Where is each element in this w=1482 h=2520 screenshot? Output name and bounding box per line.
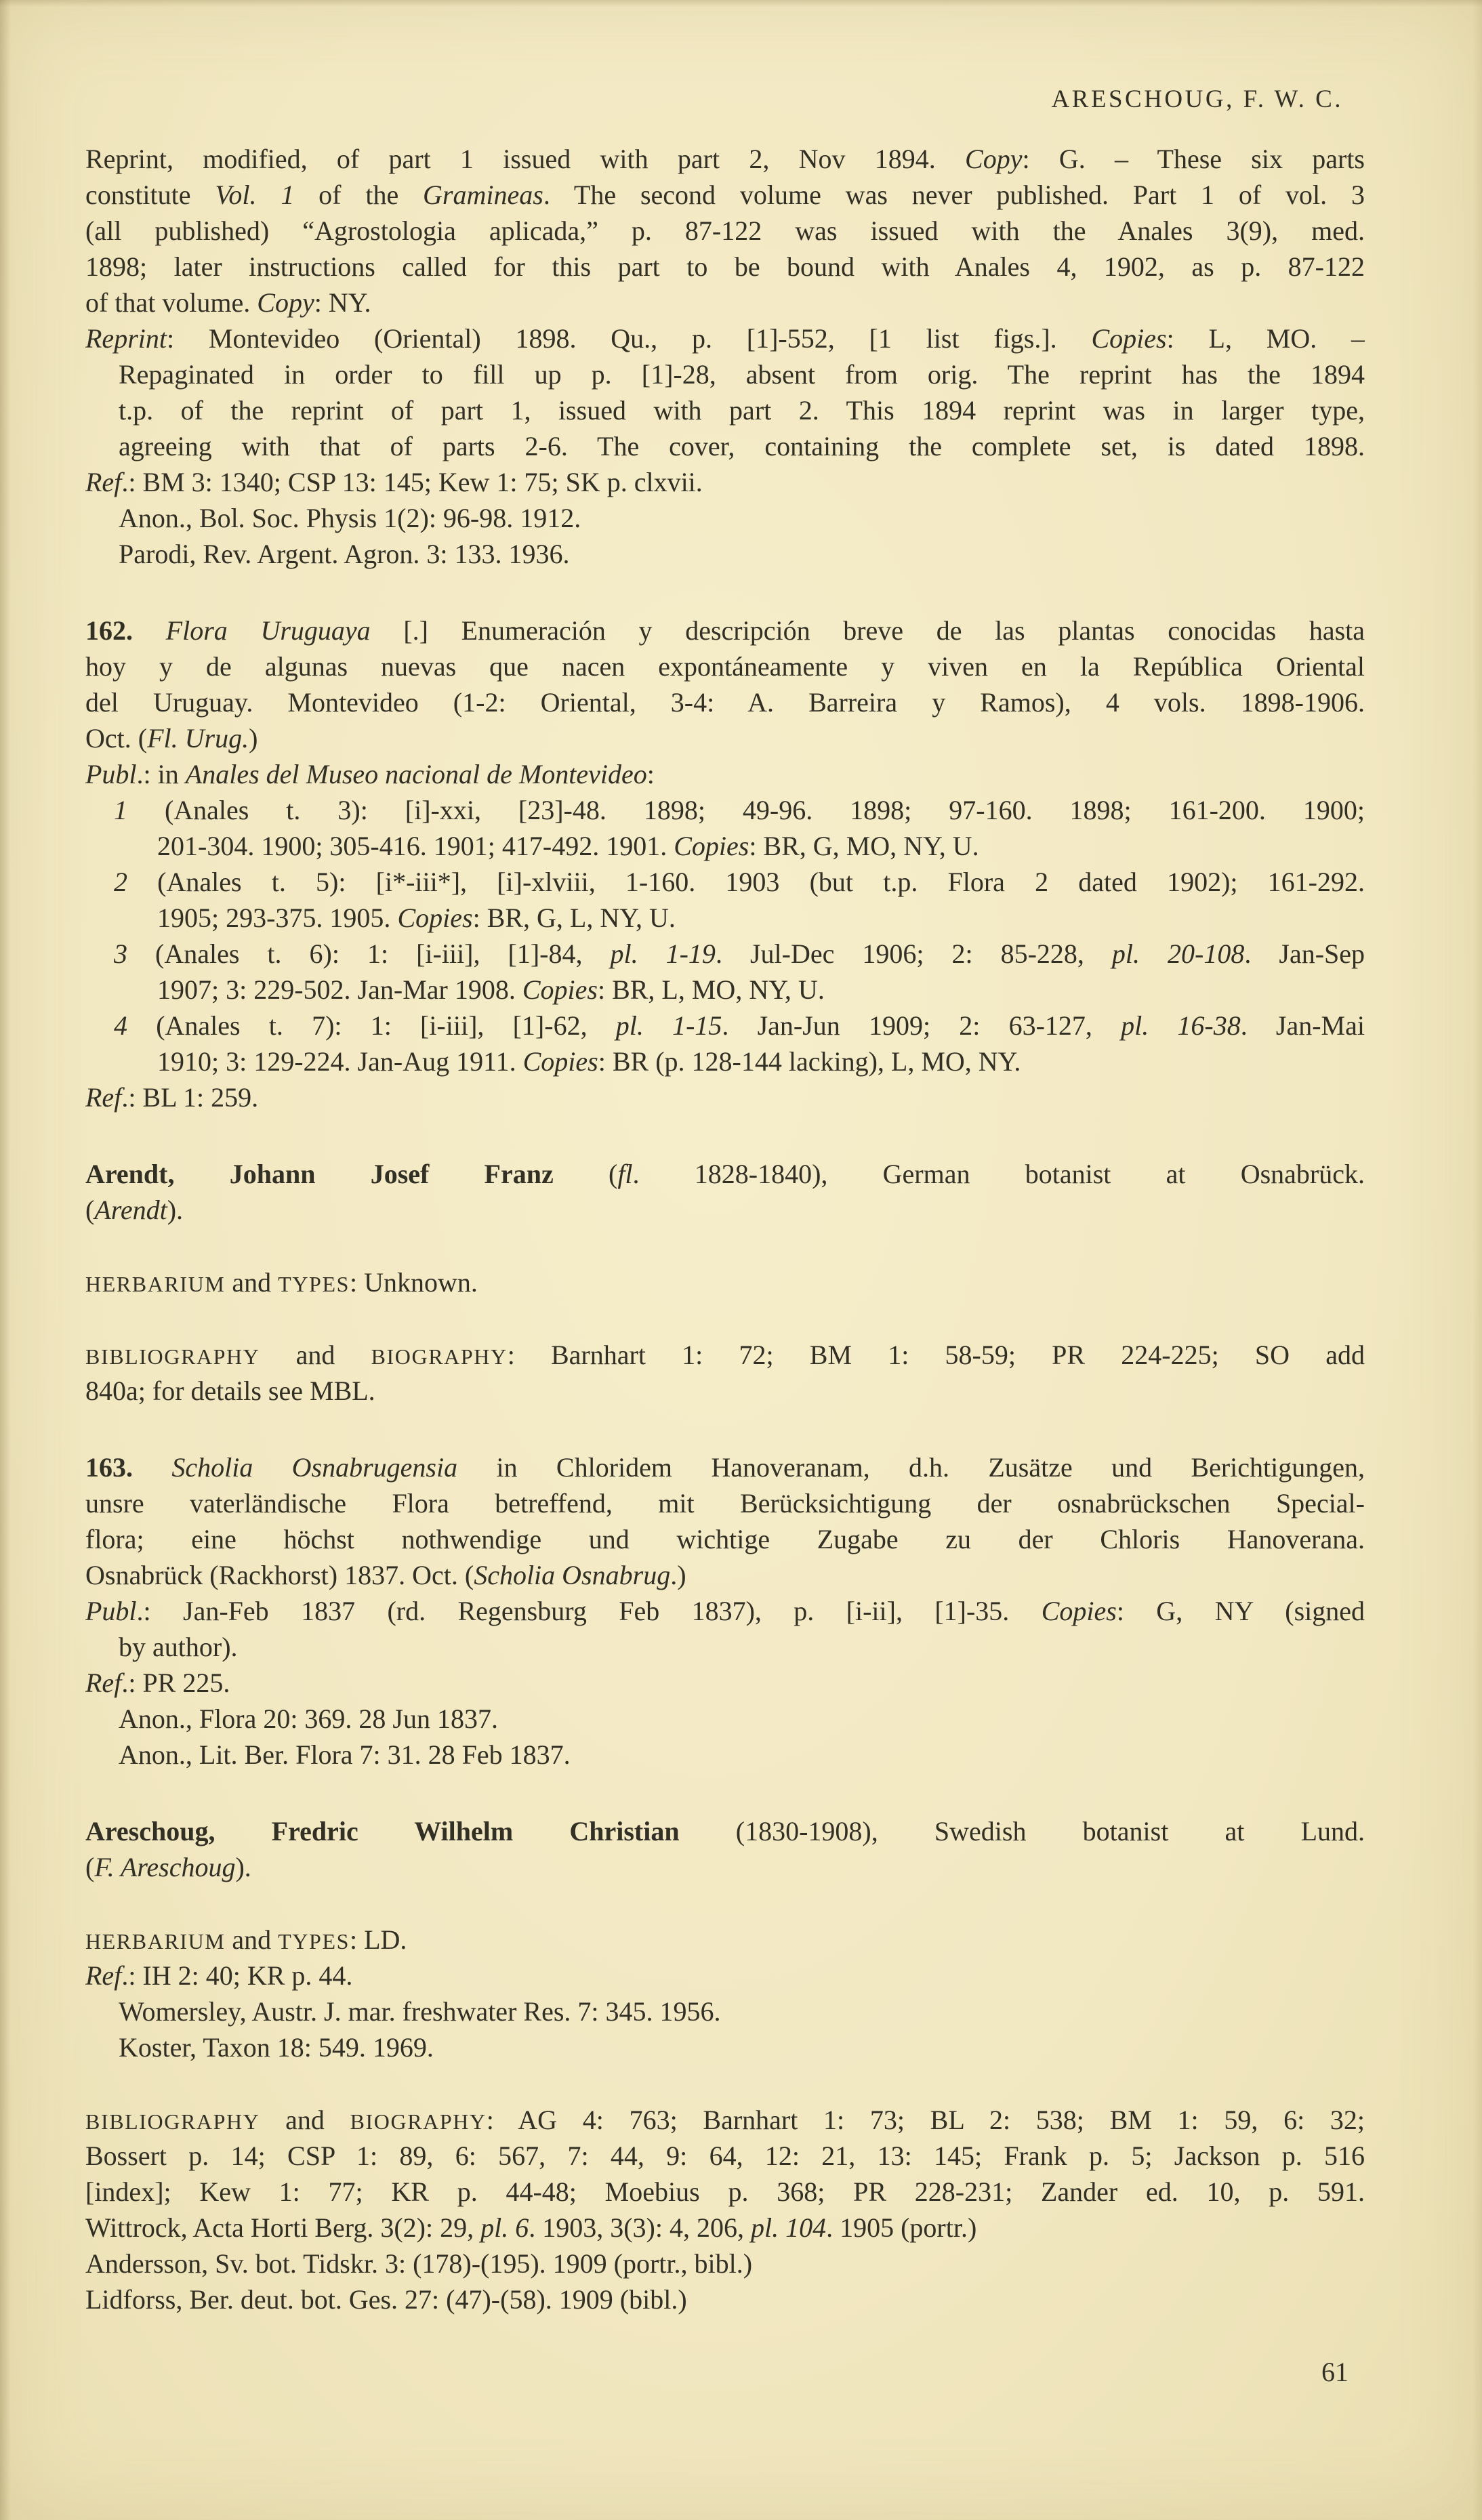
text-run: : Unknown.: [349, 1267, 478, 1298]
text-line: [119, 1701, 1365, 1737]
text-run: unsre vaterländische Flora betreffend, mit Berücksichtigung der osnabrückschen Special-: [85, 1488, 1365, 1519]
text-run: (Anales t. 6): 1: [i-iii], [1]-84,: [127, 938, 611, 969]
text-line: [119, 1994, 1365, 2029]
text-run: .: Jan-Feb 1837 (rd. Regensburg Feb 1837), p. [i-ii], [1]-35.: [136, 1596, 1042, 1626]
text-line: [119, 536, 1365, 572]
text-run: (Anales t. 7): 1: [i-iii], [1]-62,: [127, 1010, 616, 1041]
text-line: [119, 500, 1365, 536]
text-run: Bossert p. 14; CSP 1: 89, 6: 567, 7: 44, 9: 64, 12: 21, 13: 145; Frank p. 5; Jackson p. 516: [85, 2141, 1365, 2171]
text-line: [119, 428, 1365, 464]
text-run: and: [260, 2105, 350, 2135]
text-run: . Jan-Sep: [1244, 938, 1365, 969]
text-run: Parodi, Rev. Argent. Agron. 3: 133. 1936.: [119, 539, 570, 569]
text-run: 1910; 3: 129-224. Jan-Aug 1911.: [157, 1046, 523, 1077]
page-number: 61: [1321, 2357, 1349, 2387]
page-body: [85, 141, 1365, 2317]
text-line: [85, 1156, 1365, 1192]
text-run: Reprint: [85, 323, 167, 354]
text-run: : BR, L, MO, NY, U.: [597, 974, 825, 1005]
text-line: [85, 285, 1365, 321]
text-run: 2: [114, 867, 127, 897]
text-run: BIBLIOGRAPHY: [85, 2109, 260, 2134]
text-run: HERBARIUM: [85, 1272, 226, 1296]
text-line: [85, 1557, 1365, 1593]
text-line: [119, 1629, 1365, 1665]
text-line: [85, 321, 1365, 356]
text-run: Copy: [257, 287, 314, 318]
text-run: Copies: [522, 1046, 598, 1077]
text-line: [85, 249, 1365, 285]
text-line: [85, 2102, 1365, 2138]
text-line: [85, 1521, 1365, 1557]
text-line: [119, 392, 1365, 428]
text-line: [85, 1485, 1365, 1521]
text-line: [85, 756, 1365, 792]
text-run: : NY.: [314, 287, 371, 318]
text-run: : AG 4: 763; Barnhart 1: 73; BL 2: 538; BM 1: 59, 6: 32;: [486, 2105, 1365, 2135]
text-line: [114, 864, 1365, 900]
text-run: pl. 6: [480, 2212, 529, 2243]
text-run: Anon., Lit. Ber. Flora 7: 31. 28 Feb 1837.: [119, 1739, 571, 1770]
text-line: [85, 720, 1365, 756]
text-run: flora; eine höchst nothwendige und wichtige Zugabe zu der Chloris Hanoverana.: [85, 1524, 1365, 1554]
text-run: . Jan-Jun 1909; 2: 63-127,: [722, 1010, 1121, 1041]
text-run: pl. 1-19: [610, 938, 716, 969]
text-line: [157, 972, 1365, 1008]
text-run: 1907; 3: 229-502. Jan-Mar 1908.: [157, 974, 522, 1005]
text-run: of that volume.: [85, 287, 258, 318]
text-run: : Barnhart 1: 72; BM 1: 58-59; PR 224-225; SO add: [507, 1340, 1365, 1370]
text-run: F. Areschoug: [94, 1852, 236, 1882]
text-run: : G, NY (signed: [1116, 1596, 1365, 1626]
text-run: of the: [294, 180, 424, 210]
text-run: HERBARIUM: [85, 1929, 226, 1954]
text-line: [85, 2246, 1365, 2281]
text-run: Publ: [85, 1596, 137, 1626]
text-run: 201-304. 1900; 305-416. 1901; 417-492. 1901.: [157, 831, 674, 861]
text-run: fl: [617, 1159, 633, 1189]
text-run: pl. 104: [750, 2212, 827, 2243]
text-run: Copy: [965, 144, 1023, 174]
text-line: [85, 464, 1365, 500]
text-run: BIOGRAPHY: [371, 1344, 508, 1369]
text-run: Copies: [674, 831, 749, 861]
text-run: . 1903, 3(3): 4, 206,: [529, 2212, 751, 2243]
text-line: [85, 1373, 1365, 1409]
text-run: del Uruguay. Montevideo (1-2: Oriental, 3-4: A. Barreira y Ramos), 4 vols. 1898-1906.: [85, 687, 1365, 718]
text-line: [114, 1008, 1365, 1044]
text-run: 1898; later instructions called for this part to be bound with Anales 4, 1902, as p. 87-122: [85, 251, 1365, 282]
text-run: (: [85, 1852, 95, 1882]
text-run: pl. 1-15: [615, 1010, 722, 1041]
text-line: [85, 1192, 1365, 1228]
text-run: : G. – These six parts: [1022, 144, 1365, 174]
text-line: [119, 2029, 1365, 2065]
text-line: [119, 1737, 1365, 1773]
text-run: Osnabrück (Rackhorst) 1837. Oct. (: [85, 1560, 474, 1590]
text-run: Copies: [397, 903, 473, 933]
text-line: [85, 141, 1365, 177]
text-run: 163.: [85, 1452, 172, 1483]
text-run: .: IH 2: 40; KR p. 44.: [121, 1960, 353, 1991]
text-line: [114, 936, 1365, 972]
text-line: [85, 1079, 1365, 1115]
text-line: [157, 828, 1365, 864]
text-run: ).: [167, 1195, 184, 1225]
text-line: [85, 2210, 1365, 2246]
text-run: [index]; Kew 1: 77; KR p. 44-48; Moebius p. 368; PR 228-231; Zander ed. 10, p. 591.: [85, 2176, 1365, 2207]
text-run: in Chloridem Hanoveranam, d.h. Zusätze und Berichtigungen,: [457, 1452, 1365, 1483]
text-line: [85, 2174, 1365, 2210]
text-run: Ref: [85, 1960, 122, 1991]
text-run: (Anales t. 5): [i*-iii*], [i]-xlviii, 1-160. 1903 (but t.p. Flora 2 dated 1902); 161-292.: [127, 867, 1365, 897]
text-run: Oct. (: [85, 723, 148, 753]
text-line: [85, 1665, 1365, 1701]
text-run: Anon., Flora 20: 369. 28 Jun 1837.: [119, 1703, 498, 1734]
text-run: Repaginated in order to fill up p. [1]-28, absent from orig. The reprint has the 1894: [119, 359, 1365, 390]
text-run: :: [646, 759, 655, 789]
text-line: [85, 177, 1365, 213]
text-run: .): [670, 1560, 686, 1590]
text-line: [85, 1337, 1365, 1373]
text-run: Gramineas: [423, 180, 543, 210]
text-run: .: PR 225.: [121, 1668, 230, 1698]
text-line: [157, 900, 1365, 936]
text-run: Lidforss, Ber. deut. bot. Ges. 27: (47)-(58). 1909 (bibl.): [85, 2284, 687, 2315]
text-run: . The second volume was never published. Part 1 of vol. 3: [543, 180, 1365, 210]
text-run: t.p. of the reprint of part 1, issued with part 2. This 1894 reprint was in larger type,: [119, 395, 1365, 426]
text-line: [85, 613, 1365, 648]
text-run: Publ: [85, 759, 137, 789]
text-run: BIBLIOGRAPHY: [85, 1344, 260, 1369]
text-run: Areschoug, Fredric Wilhelm Christian: [85, 1816, 680, 1846]
text-line: [85, 1813, 1365, 1849]
text-run: Scholia Osnabrugensia: [171, 1452, 458, 1483]
text-run: 840a; for details see MBL.: [85, 1376, 375, 1406]
text-run: 162.: [85, 615, 166, 646]
text-run: ).: [235, 1852, 251, 1882]
text-run: Ref: [85, 1668, 122, 1698]
text-line: [85, 1849, 1365, 1885]
text-run: Scholia Osnabrug: [474, 1560, 671, 1590]
text-line: [85, 1958, 1365, 1994]
text-run: (: [553, 1159, 618, 1189]
text-run: . 1828-1840), German botanist at Osnabrück.: [632, 1159, 1365, 1189]
text-run: Copies: [522, 974, 598, 1005]
text-run: Anales del Museo nacional de Montevideo: [185, 759, 647, 789]
text-run: TYPES: [278, 1929, 350, 1954]
text-run: . Jan-Mai: [1240, 1010, 1365, 1041]
text-run: . Jul-Dec 1906; 2: 85-228,: [715, 938, 1112, 969]
text-line: [85, 1922, 1365, 1958]
text-line: [85, 684, 1365, 720]
text-run: hoy y de algunas nuevas que nacen expontáneamente y viven en la República Oriental: [85, 651, 1365, 682]
text-run: and: [225, 1267, 279, 1298]
text-run: Koster, Taxon 18: 549. 1969.: [119, 2032, 434, 2063]
text-run: .: in: [136, 759, 186, 789]
text-run: BIOGRAPHY: [350, 2109, 487, 2134]
text-run: and: [225, 1924, 279, 1955]
text-run: Anon., Bol. Soc. Physis 1(2): 96-98. 1912.: [119, 503, 581, 533]
running-head: ARESCHOUG, F. W. C.: [1051, 85, 1343, 113]
text-run: (1830-1908), Swedish botanist at Lund.: [679, 1816, 1365, 1846]
text-run: 1905; 293-375. 1905.: [157, 903, 398, 933]
text-run: pl. 20-108: [1111, 938, 1245, 969]
text-run: Arendt, Johann Josef Franz: [85, 1159, 554, 1189]
text-run: .: BM 3: 1340; CSP 13: 145; Kew 1: 75; SK p. clxvii.: [121, 467, 703, 497]
text-run: Fl. Urug.: [147, 723, 249, 753]
text-line: [85, 213, 1365, 249]
text-line: [85, 1264, 1365, 1300]
text-run: TYPES: [278, 1272, 350, 1296]
text-line: [157, 1044, 1365, 1079]
text-run: 1: [114, 795, 127, 825]
text-run: ): [249, 723, 258, 753]
text-run: Wittrock, Acta Horti Berg. 3(2): 29,: [85, 2212, 481, 2243]
text-run: pl. 16-38: [1121, 1010, 1241, 1041]
text-run: : LD.: [349, 1924, 407, 1955]
text-run: Womersley, Austr. J. mar. freshwater Res. 7: 345. 1956.: [119, 1996, 721, 2027]
text-run: . 1905 (portr.): [826, 2212, 977, 2243]
text-run: Arendt: [94, 1195, 167, 1225]
text-run: (Anales t. 3): [i]-xxi, [23]-48. 1898; 49-96. 1898; 97-160. 1898; 161-200. 1900;: [127, 795, 1365, 825]
text-run: : L, MO. –: [1166, 323, 1365, 354]
text-run: : BR, G, L, NY, U.: [472, 903, 676, 933]
text-run: [.] Enumeración y descripción breve de las plantas conocidas hasta: [370, 615, 1365, 646]
text-run: and: [260, 1340, 371, 1370]
text-run: : Montevideo (Oriental) 1898. Qu., p. [1]-552, [1 list figs.].: [166, 323, 1092, 354]
text-run: Vol. 1: [215, 180, 295, 210]
text-run: Reprint, modified, of part 1 issued with part 2, Nov 1894.: [85, 144, 966, 174]
text-line: [85, 1593, 1365, 1629]
text-run: Flora Uruguaya: [165, 615, 371, 646]
text-line: [85, 1449, 1365, 1485]
text-run: Andersson, Sv. bot. Tidskr. 3: (178)-(195). 1909 (portr., bibl.): [85, 2248, 753, 2279]
text-line: [85, 2281, 1365, 2317]
text-run: Ref: [85, 467, 122, 497]
text-run: Copies: [1091, 323, 1167, 354]
text-run: 4: [114, 1010, 127, 1041]
text-line: [119, 356, 1365, 392]
text-run: agreeing with that of parts 2-6. The cover, containing the complete set, is dated 1898.: [119, 431, 1365, 461]
text-line: [85, 648, 1365, 684]
text-line: [114, 792, 1365, 828]
text-run: Ref: [85, 1082, 122, 1113]
text-run: : BR (p. 128-144 lacking), L, MO, NY.: [598, 1046, 1021, 1077]
text-run: (all published) “Agrostologia aplicada,” p. 87-122 was issued with the Anales 3(9), med.: [85, 215, 1365, 246]
text-run: constitute: [85, 180, 215, 210]
text-line: [85, 2138, 1365, 2174]
text-run: : BR, G, MO, NY, U.: [749, 831, 979, 861]
text-run: Copies: [1041, 1596, 1117, 1626]
text-run: (: [85, 1195, 95, 1225]
text-run: 3: [114, 938, 127, 969]
text-run: by author).: [119, 1632, 238, 1662]
text-run: .: BL 1: 259.: [121, 1082, 259, 1113]
